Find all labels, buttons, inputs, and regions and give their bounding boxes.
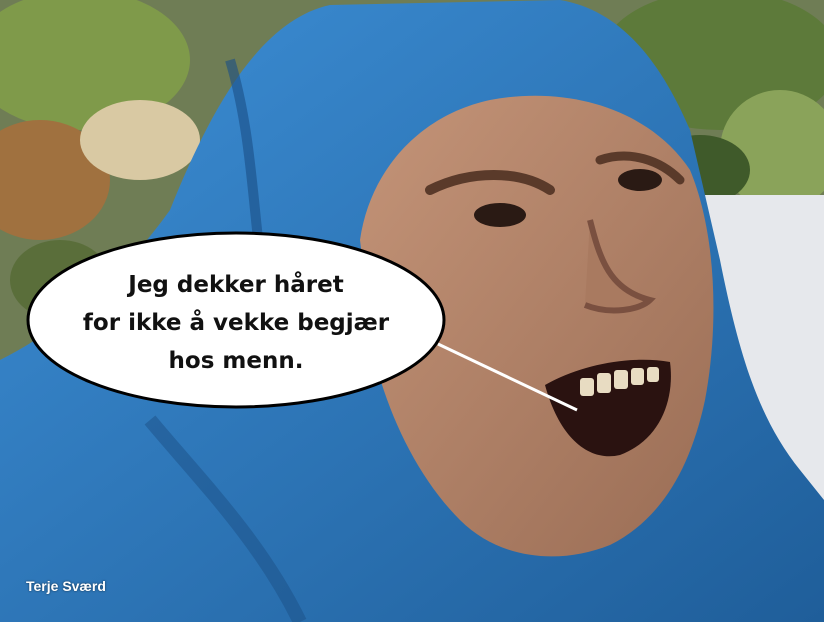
speech-line: for ikke å vekke begjær [82,310,390,336]
speech-line: Jeg dekker håret [128,272,344,298]
credit-watermark: Terje Sværd [26,578,106,594]
eye-right [618,169,662,191]
speech-text [34,266,438,380]
speech-line: hos menn. [168,348,304,374]
eye-left [474,203,526,227]
